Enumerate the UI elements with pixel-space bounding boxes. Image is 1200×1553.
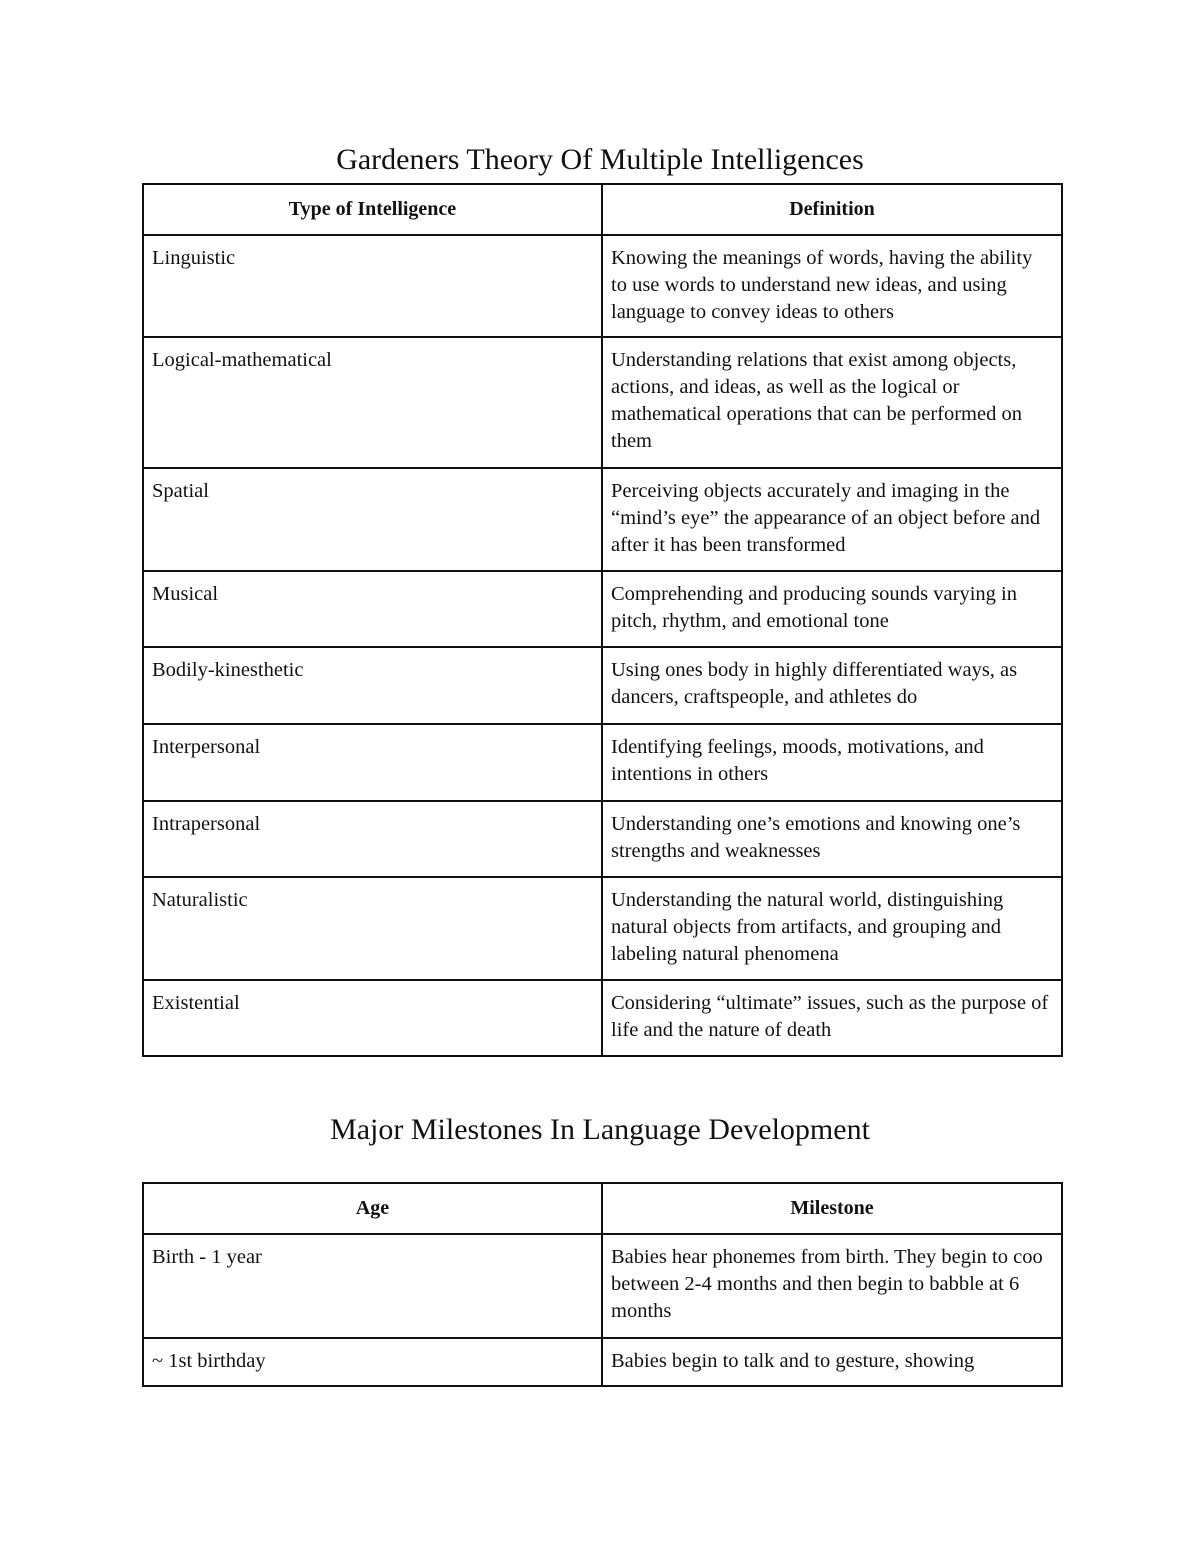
table-row: [143, 571, 1062, 647]
intelligences-title: Gardeners Theory Of Multiple Intelligences: [336, 143, 864, 176]
intelligence-type-cell: Spatial: [143, 468, 602, 571]
age-cell: ~ 1st birthday: [143, 1338, 602, 1386]
milestones-table: [142, 1182, 1063, 1387]
column-header-milestone: Milestone: [602, 1183, 1062, 1234]
column-header-type: Type of Intelligence: [143, 184, 602, 235]
table-row: [143, 1234, 1062, 1338]
definition-cell: Comprehending and producing sounds varying in pitch, rhythm, and emotional tone: [602, 571, 1062, 647]
intelligence-type-cell: Existential: [143, 980, 602, 1056]
definition-cell: Using ones body in highly differentiated ways, as dancers, craftspeople, and athletes do: [602, 647, 1062, 724]
intelligence-type-cell: Naturalistic: [143, 877, 602, 980]
table-row: [143, 337, 1062, 468]
intelligence-type-cell: Musical: [143, 571, 602, 647]
table-row: [143, 1338, 1062, 1386]
definition-cell: Knowing the meanings of words, having the ability to use words to understand new ideas, and using language to convey ideas to others: [602, 235, 1062, 337]
definition-cell: Understanding one’s emotions and knowing one’s strengths and weaknesses: [602, 801, 1062, 877]
definition-cell: Considering “ultimate” issues, such as the purpose of life and the nature of death: [602, 980, 1062, 1056]
milestone-cell: Babies begin to talk and to gesture, showing: [602, 1338, 1062, 1386]
definition-cell: Perceiving objects accurately and imaging in the “mind’s eye” the appearance of an object before and after it has been transformed: [602, 468, 1062, 571]
age-cell: Birth - 1 year: [143, 1234, 602, 1338]
intelligence-type-cell: Linguistic: [143, 235, 602, 337]
table-header-row: [143, 184, 1062, 235]
table-row: [143, 647, 1062, 724]
intelligences-table: [142, 183, 1063, 1057]
table-row: [143, 980, 1062, 1056]
table-row: [143, 468, 1062, 571]
milestone-cell: Babies hear phonemes from birth. They begin to coo between 2-4 months and then begin to babble at 6 months: [602, 1234, 1062, 1338]
milestones-title: Major Milestones In Language Development: [330, 1113, 870, 1146]
definition-cell: Understanding relations that exist among objects, actions, and ideas, as well as the logical or mathematical operations that can be performed on them: [602, 337, 1062, 468]
table-row: [143, 235, 1062, 337]
definition-cell: Understanding the natural world, distinguishing natural objects from artifacts, and grouping and labeling natural phenomena: [602, 877, 1062, 980]
column-header-age: Age: [143, 1183, 602, 1234]
intelligence-type-cell: Interpersonal: [143, 724, 602, 801]
table-header-row: [143, 1183, 1062, 1234]
table-row: [143, 877, 1062, 980]
intelligence-type-cell: Logical-mathematical: [143, 337, 602, 468]
definition-cell: Identifying feelings, moods, motivations, and intentions in others: [602, 724, 1062, 801]
intelligence-type-cell: Bodily-kinesthetic: [143, 647, 602, 724]
table-row: [143, 801, 1062, 877]
column-header-definition: Definition: [602, 184, 1062, 235]
table-row: [143, 724, 1062, 801]
intelligence-type-cell: Intrapersonal: [143, 801, 602, 877]
